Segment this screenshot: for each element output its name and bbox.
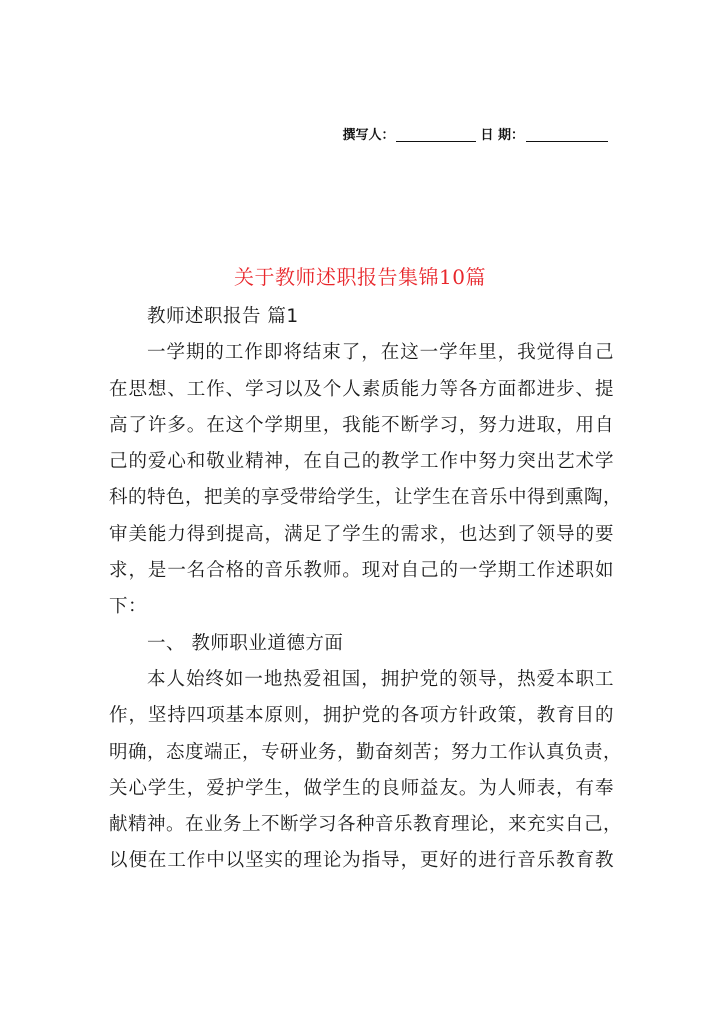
author-label: 撰写人： [342,128,395,143]
paragraph-line: 献精神。在业务上不断学习各种音乐教育理论，来充实自己， [109,814,623,836]
paragraph-line: 高了许多。在这个学期里，我能不断学习，努力进取，用自 [109,414,614,436]
paragraph-line: 本人始终如一地热爱祖国，拥护党的领导，热爱本职工 [147,668,614,690]
paragraph-line: 下： [109,596,148,618]
paragraph-line: 以便在工作中以坚实的理论为指导，更好的进行音乐教育教 [109,850,614,872]
paragraph-line: 审美能力得到提高，满足了学生的需求，也达到了领导的要 [109,523,614,545]
section-heading: 教师述职报告 篇1 [147,306,299,327]
paragraph-line: 在思想、工作、学习以及个人素质能力等各方面都进步、提 [109,378,614,400]
document-title: 关于教师述职报告集锦10篇 [234,265,486,289]
document-body [109,299,623,880]
author-blank-field[interactable] [396,129,476,142]
paragraph-line: 明确，态度端正，专研业务，勤奋刻苦；努力工作认真负责， [109,741,623,763]
paragraph-line: 科的特色，把美的享受带给学生，让学生在音乐中得到熏陶， [109,487,623,509]
paragraph-line: 求，是一名合格的音乐教师。现对自己的一学期工作述职如 [109,560,614,582]
date-blank-field[interactable] [526,129,608,142]
subsection-heading: 一、 教师职业道德方面 [147,632,344,654]
paragraph-line: 一学期的工作即将结束了，在这一学年里，我觉得自己 [147,342,614,364]
paragraph-line: 关心学生，爱护学生，做学生的良师益友。为人师表，有奉 [109,777,614,799]
date-label: 日 期： [480,128,524,143]
paragraph-line: 己的爱心和敬业精神，在自己的教学工作中努力突出艺术学 [109,451,614,473]
paragraph-line: 作，坚持四项基本原则，拥护党的各项方针政策，教育目的 [109,705,614,727]
author-date-header [342,124,610,143]
